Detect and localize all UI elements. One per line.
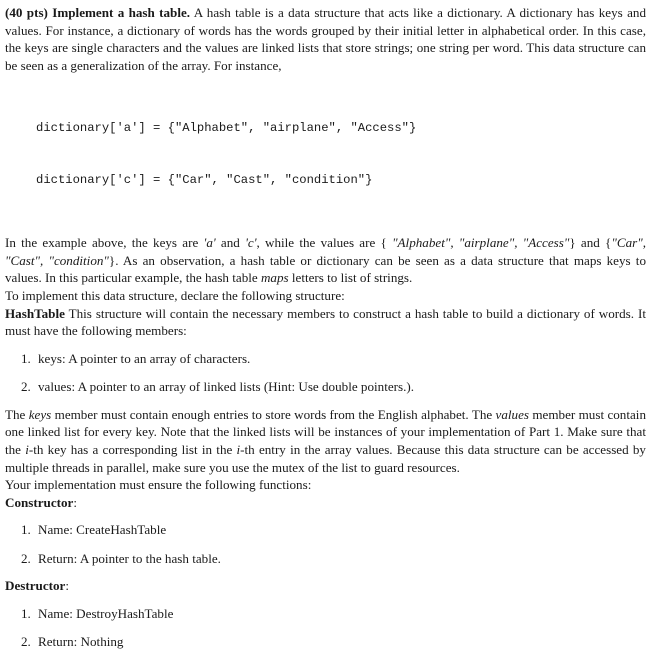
constructor-colon: : [73,494,78,510]
list-item [21,633,646,650]
destructor-colon: : [65,578,69,594]
points-label: (40 pts) [5,5,48,20]
constructor-return-text: Return: A pointer to the hash table. [38,550,221,566]
md-text-4: -th key has a corresponding list in the [28,442,237,458]
example-text-3: , while the values are { [256,235,393,251]
intro-paragraph [5,4,646,74]
hashtable-paragraph [5,305,646,340]
members-list [5,350,646,396]
problem-title: Implement a hash table. [52,5,191,20]
md-i-2: i [236,442,241,458]
example-values-a: "Alphabet", "airplane", "Access" [392,235,570,251]
intro-text: A hash table is a data structure that acts like a dictionary. A dictionary has keys and values. For instance, a dictionary of words has the words grouped by their initial letter in alphabetical order. In this case, the keys are single characters and the values are linked lists that store strings; one string per word. This data structure can be seen as a generalization of the array. For instance, [5,5,646,73]
destructor-heading [5,577,646,595]
list-number: 1. [21,350,31,366]
functions-intro: Your implementation must ensure the following functions: [5,477,312,493]
declare-line: To implement this data structure, declare the following structure: [5,287,345,303]
example-paragraph [5,234,646,287]
example-key-c: 'c' [245,235,257,251]
code-line-1: dictionary['a'] = {"Alphabet", "airplane", "Access"} [36,120,417,135]
example-text-5: }. As an observation, a hash table or dictionary can be seen as a data structure that maps keys to values. In this particular example, the hash table [5,252,646,286]
md-values: values [495,406,529,422]
list-number: 1. [21,605,31,621]
example-text-4: } and { [569,235,612,251]
list-item [21,550,646,568]
list-number: 1. [21,522,31,538]
example-text-6: letters to list of strings. [288,270,413,286]
code-example [36,84,646,225]
constructor-name-text: Name: CreateHashTable [38,522,167,538]
destructor-return-text: Return: Nothing [38,633,124,649]
list-number: 2. [21,550,31,566]
constructor-label: Constructor [5,494,74,510]
destructor-label: Destructor [5,578,66,594]
destructor-list [5,605,646,650]
md-text-3: member must contain one linked list for every key. Note that the linked lists will be instances of your implementation of Part 1. Make sure that the [5,406,646,458]
list-item [21,521,646,539]
list-item [21,350,646,368]
example-key-a: 'a' [203,235,216,251]
members-description [5,406,646,476]
hashtable-text: This structure will contain the necessary members to construct a hash table to build a dictionary of words. It must have the following members: [5,305,646,339]
md-text-1: The [5,406,29,422]
code-line-2: dictionary['c'] = {"Car", "Cast", "condition"} [36,173,373,188]
md-keys: keys [28,406,52,422]
md-text-2: member must contain enough entries to store words from the English alphabet. The [51,406,496,422]
member-values-text: values: A pointer to an array of linked lists (Hint: Use double pointers.). [38,378,415,394]
list-number: 2. [21,378,31,394]
example-text-1: In the example above, the keys are [5,235,204,251]
md-text-5: -th entry in the array values. Because this data structure can be accessed by multiple threads in parallel, make sure you use the mutex of the list to guard resources. [5,442,646,475]
example-text-2: and [215,235,246,251]
hashtable-name: HashTable [5,305,65,321]
list-item [21,378,646,396]
constructor-list [5,521,646,567]
list-number: 2. [21,633,31,649]
md-i-1: i [25,442,29,458]
member-keys-text: keys: A pointer to an array of characters. [38,350,251,366]
example-values-c: "Car", "Cast", "condition" [5,235,647,268]
destructor-name-text: Name: DestroyHashTable [38,605,174,621]
example-maps-word: maps [260,270,289,286]
list-item [21,605,646,623]
constructor-heading [5,494,646,512]
